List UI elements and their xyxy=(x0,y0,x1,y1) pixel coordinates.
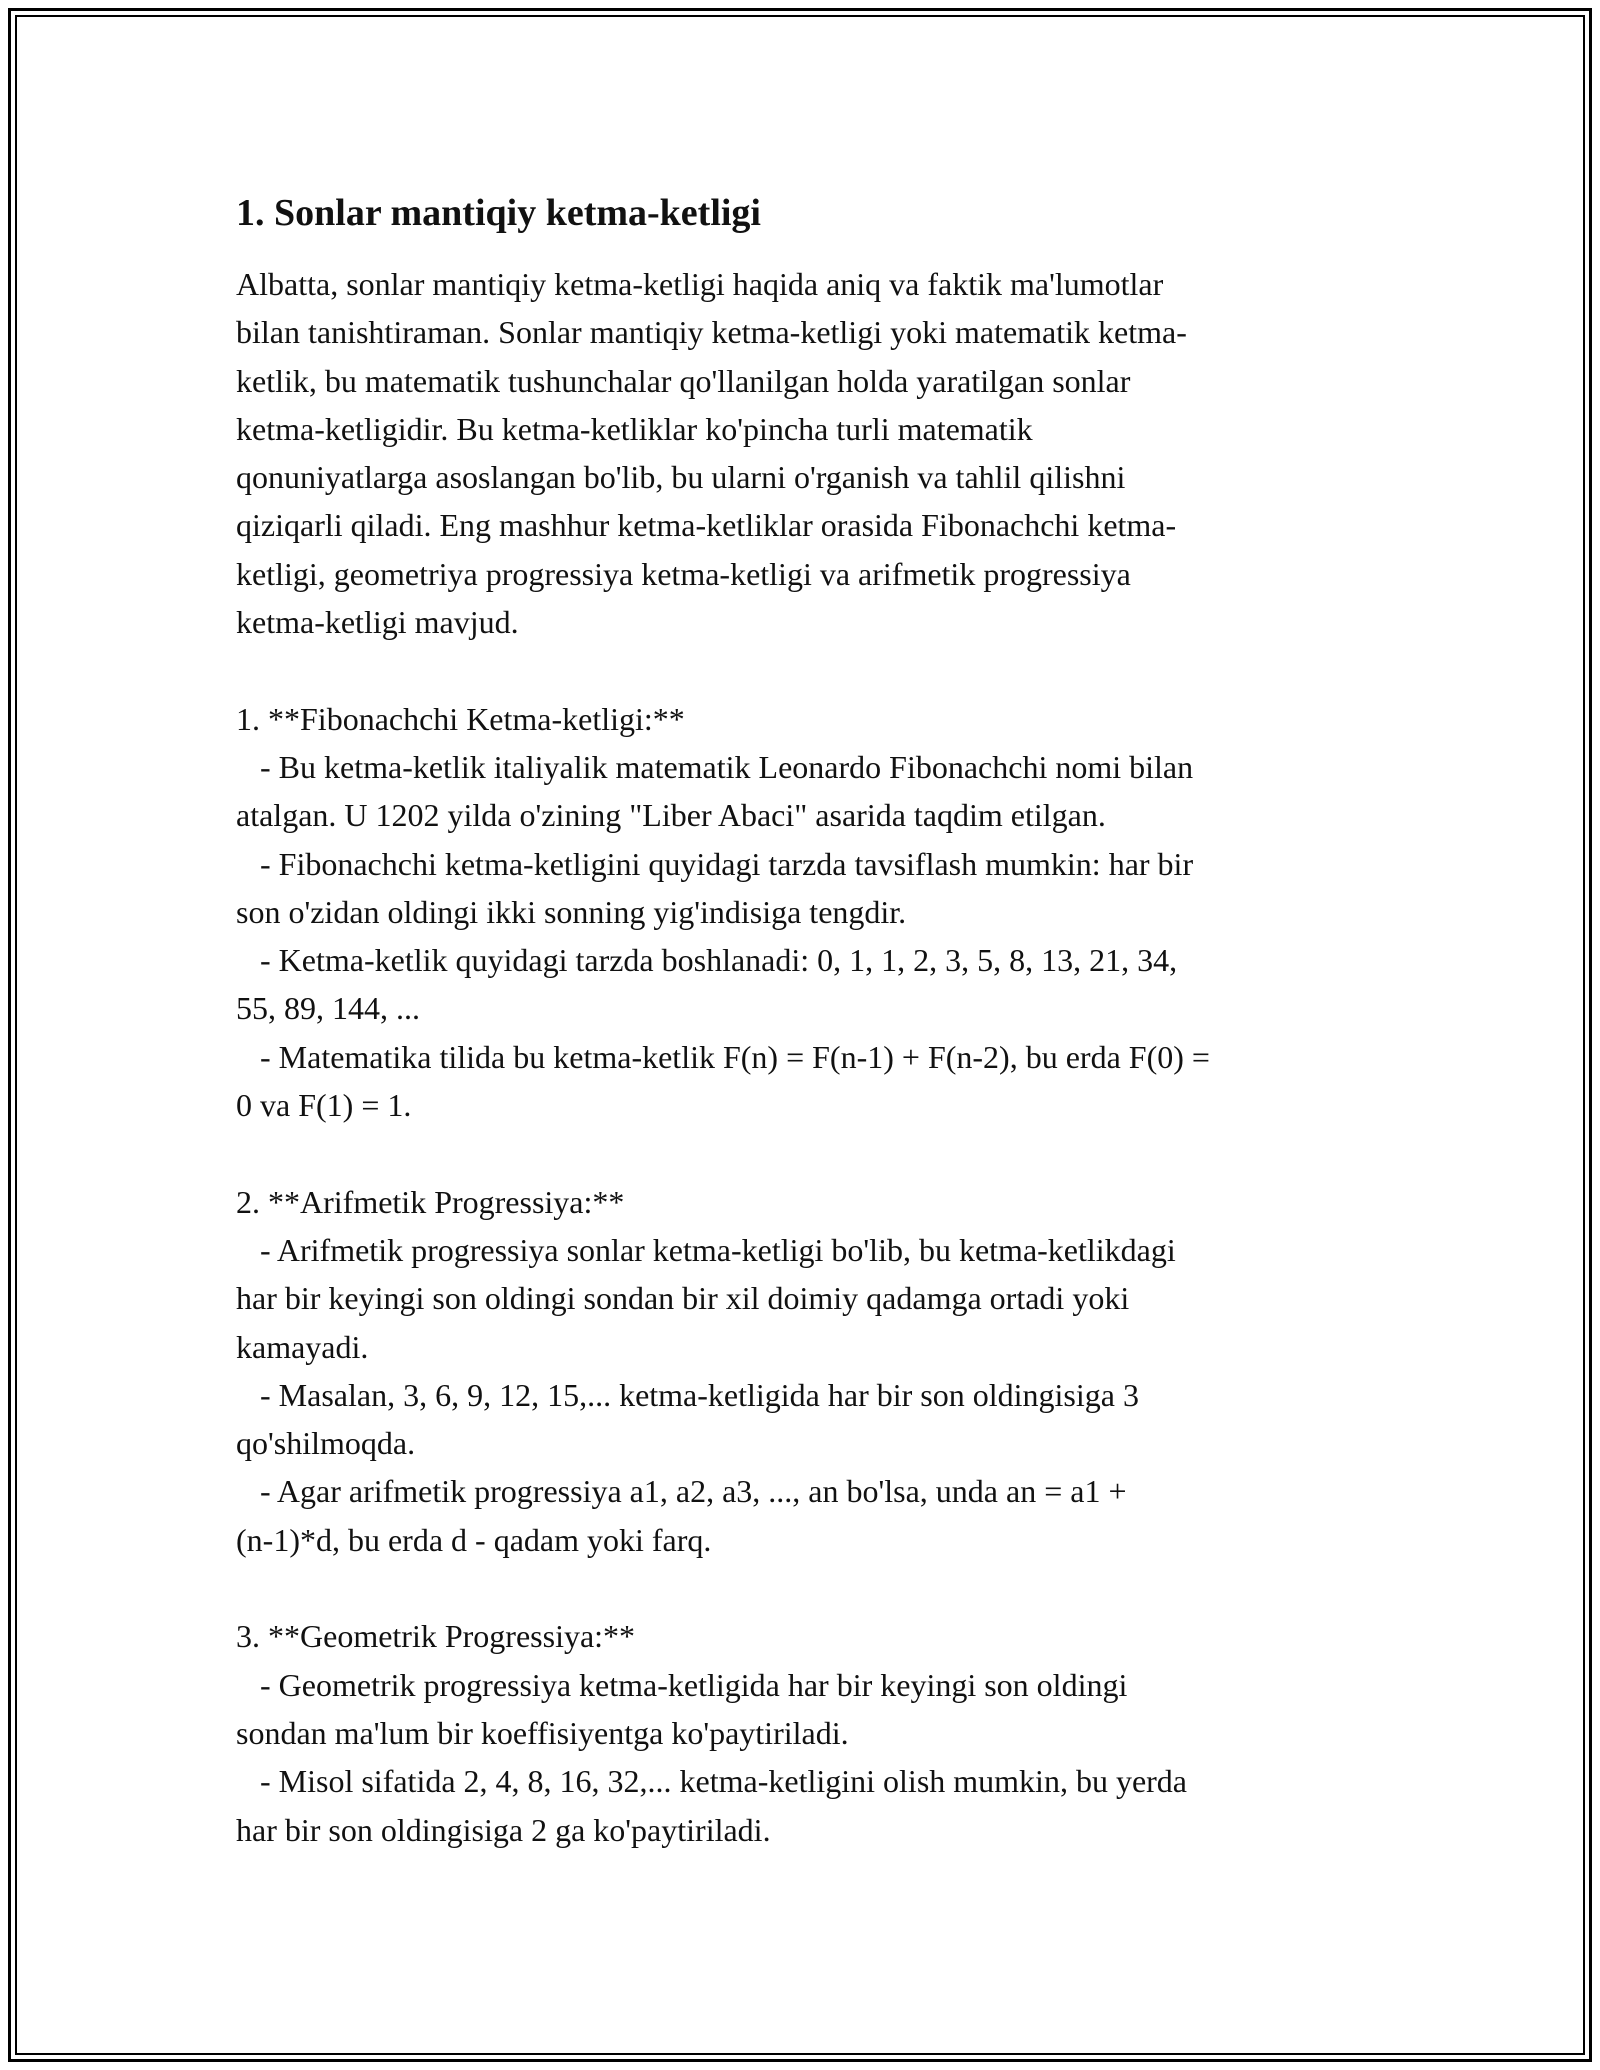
page-title: 1. Sonlar mantiqiy ketma-ketligi xyxy=(236,192,761,234)
document-content xyxy=(236,188,1356,1854)
document-body: Albatta, sonlar mantiqiy ketma-ketligi haqida aniq va faktik ma'lumotlar bilan tanishtiraman. Sonlar mantiqiy ketma-ketligi yoki matematik ketma- ketlik, bu matematik tushunchalar qo'llanilgan holda yaratilgan sonlar ketma-ketligidir. Bu ketma-ketliklar ko'pincha turli matematik qonuniyatlarga asoslangan bo'lib, bu ularni o'rganish va tahlil qilishni qiziqarli qiladi. Eng mashhur ketma-ketliklar orasida Fibonachchi ketma- ketligi, geometriya progressiya ketma-ketligi va arifmetik progressiya ketma-ketligi mavjud. 1. **Fibonachchi Ketma-ketligi:** - Bu ketma-ketlik italiyalik matematik Leonardo Fibonachchi nomi bilan atalgan. U 1202 yilda o'zining "Liber Abaci" asarida taqdim etilgan. - Fibonachchi ketma-ketligini quyidagi tarzda tavsiflash mumkin: har bir son o'zidan oldingi ikki sonning yig'indisiga tengdir. - Ketma-ketlik quyidagi tarzda boshlanadi: 0, 1, 1, 2, 3, 5, 8, 13, 21, 34, 55, 89, 144, ... - Matematika tilida bu ketma-ketlik F(n) = F(n-1) + F(n-2), bu erda F(0) = 0 va F(1) = 1. 2. **Arifmetik Progressiya:** - Arifmetik progressiya sonlar ketma-ketligi bo'lib, bu ketma-ketlikdagi har bir keyingi son oldingi sondan bir xil doimiy qadamga ortadi yoki kamayadi. - Masalan, 3, 6, 9, 12, 15,... ketma-ketligida har bir son oldingisiga 3 qo'shilmoqda. - Agar arifmetik progressiya a1, a2, a3, ..., an bo'lsa, unda an = a1 + (n-1)*d, bu erda d - qadam yoki farq. 3. **Geometrik Progressiya:** - Geometrik progressiya ketma-ketligida har bir keyingi son oldingi sondan ma'lum bir koeffisiyentga ko'paytiriladi. - Misol sifatida 2, 4, 8, 16, 32,... ketma-ketligini olish mumkin, bu yerda har bir son oldingisiga 2 ga ko'paytiriladi. xyxy=(236,266,1210,1848)
